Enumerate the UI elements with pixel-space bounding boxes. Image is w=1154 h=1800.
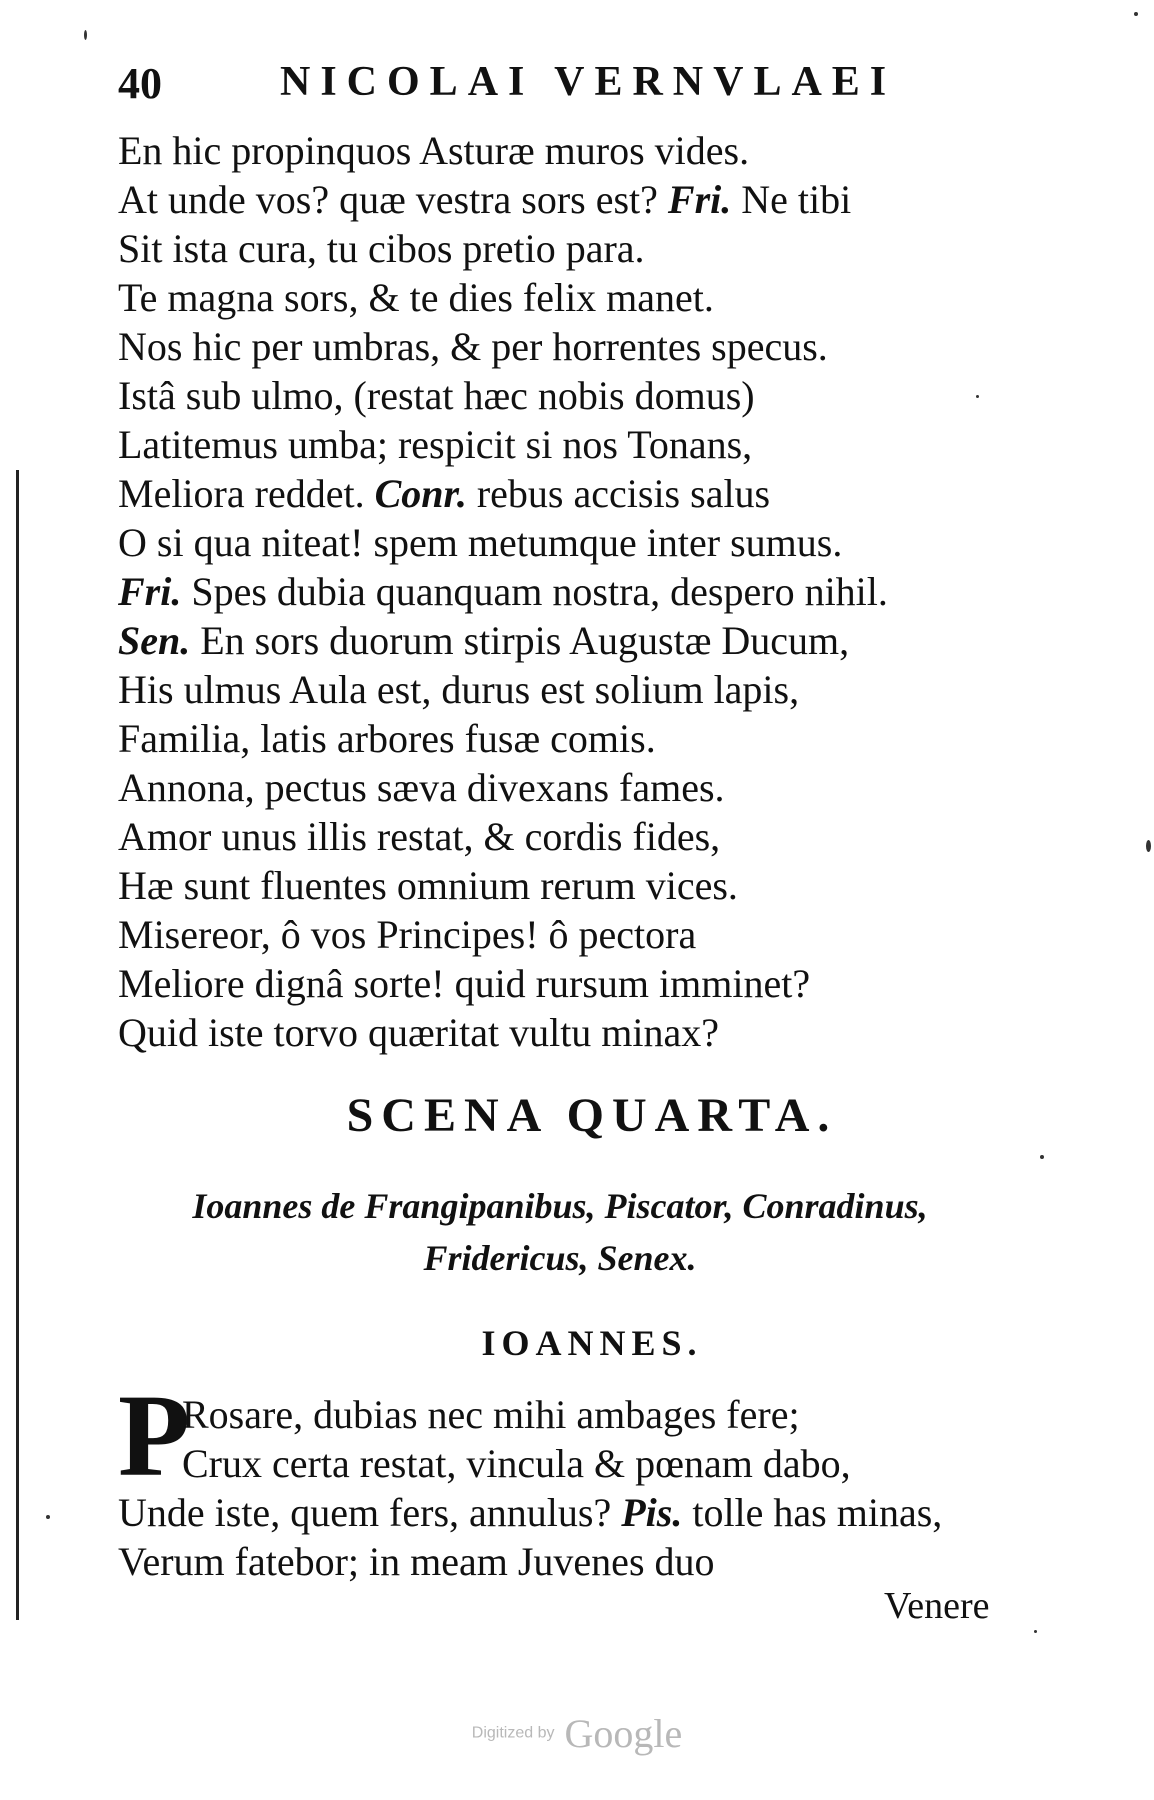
speaker-label: Sen. (118, 618, 191, 663)
verse-line: Nos hic per umbras, & per horrentes specus. (118, 324, 828, 369)
page-edge-rule (16, 470, 19, 1620)
speaker-label: Fri. (118, 569, 182, 614)
verse-block-1 (118, 126, 998, 1057)
verse-line: Istâ sub ulmo, (restat hæc nobis domus) (118, 373, 755, 418)
verse-line: Familia, latis arbores fusæ comis. (118, 716, 656, 761)
ink-speck (1134, 12, 1138, 16)
ink-speck (1040, 1155, 1044, 1159)
verse-line: Hæ sunt fluentes omnium rerum vices. (118, 863, 738, 908)
verse-line: At unde vos? quæ vestra sors est? Fri. Ne tibi (118, 177, 852, 222)
verse-line: Misereor, ô vos Principes! ô pectora (118, 912, 697, 957)
verse-line: Meliora reddet. Conr. rebus accisis salus (118, 471, 771, 516)
ink-speck (46, 1515, 50, 1519)
cast-list (130, 1180, 990, 1284)
speaker-label: Conr. (374, 471, 467, 516)
ink-speck (976, 395, 979, 398)
verse-line: Sen. En sors duorum stirpis Augustæ Ducum, (118, 618, 850, 663)
verse-line: His ulmus Aula est, durus est solium lapis, (118, 667, 800, 712)
catchword: Venere (884, 1585, 990, 1627)
page-number: 40 (118, 59, 162, 108)
ink-speck (1034, 1630, 1037, 1633)
verse-line: Crux certa restat, vincula & pœnam dabo, (182, 1441, 851, 1486)
verse-line: Verum fatebor; in meam Juvenes duo (118, 1539, 715, 1584)
verse-line: Fri. Spes dubia quanquam nostra, despero nihil. (118, 569, 888, 614)
verse-line: En hic propinquos Asturæ muros vides. (118, 128, 750, 173)
scene-title: SCENA QUARTA. (346, 1089, 838, 1142)
verse-line: Sit ista cura, tu cibos pretio para. (118, 226, 645, 271)
verse-line: Te magna sors, & te dies felix manet. (118, 275, 714, 320)
speaker-label: Fri. (667, 177, 732, 222)
verse-line: O si qua niteat! spem metumque inter sumus. (118, 520, 843, 565)
verse-block-2 (118, 1390, 998, 1586)
verse-line: Quid iste torvo quæritat vultu minax? (118, 1010, 720, 1055)
drop-cap: P (118, 1370, 191, 1501)
verse-line: Amor unus illis restat, & cordis fides, (118, 814, 721, 859)
running-head (118, 52, 898, 112)
verse-line: Unde iste, quem fers, annulus? Pis. tolle has minas, (118, 1490, 943, 1535)
verse-line: Latitemus umba; respicit si nos Tonans, (118, 422, 753, 467)
speaker-heading: IOANNES. (481, 1323, 703, 1363)
verse-line: Rosare, dubias nec mihi ambages fere; (182, 1392, 800, 1437)
cast-line: Fridericus, Senex. (423, 1238, 697, 1278)
digitized-by-label: Digitized by (471, 1724, 555, 1742)
ink-speck (84, 30, 87, 40)
cast-line: Ioannes de Frangipanibus, Piscator, Conradinus, (192, 1186, 928, 1226)
running-head-title: NICOLAI VERNVLAEI (280, 59, 897, 105)
digitization-footer (0, 1710, 1154, 1757)
verse-line: Meliore dignâ sorte! quid rursum imminet? (118, 961, 811, 1006)
verse-line: Annona, pectus sæva divexans fames. (118, 765, 725, 810)
speaker-label: Pis. (621, 1490, 683, 1535)
google-logo: Google (564, 1711, 683, 1756)
ink-speck (1146, 840, 1151, 852)
